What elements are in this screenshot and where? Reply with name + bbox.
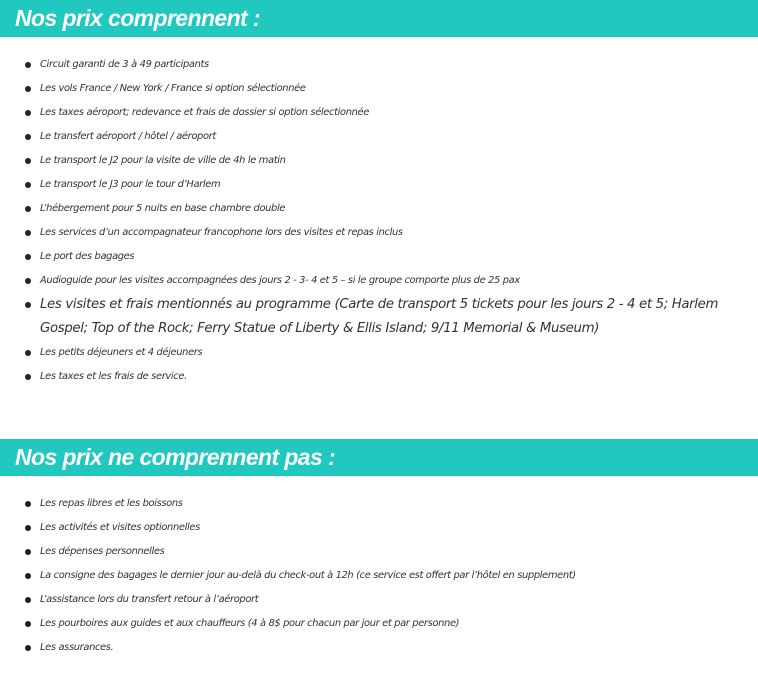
list-item: Les taxes aéroport; redevance et frais de dossier si option sélectionnée [40, 101, 758, 125]
list-item: Les vols France / New York / France si option sélectionnée [40, 77, 758, 101]
list-item: Les activités et visites optionnelles [40, 516, 758, 540]
list-item: Les pourboires aux guides et aux chauffeurs (4 à 8$ pour chacun par jour et par personne) [40, 612, 758, 636]
list-item: Les assurances. [40, 636, 758, 660]
list-item: Les repas libres et les boissons [40, 492, 758, 516]
list-item: Le port des bagages [40, 245, 758, 269]
list-item: Les dépenses personnelles [40, 540, 758, 564]
list-item: Audioguide pour les visites accompagnées des jours 2 - 3- 4 et 5 – si le groupe comporte plus de 25 pax [40, 269, 758, 293]
list-item: Le transport le J2 pour la visite de ville de 4h le matin [40, 149, 758, 173]
list-item: La consigne des bagages le dernier jour au-delà du check-out à 12h (ce service est offert par l’hôtel en supplement) [40, 564, 758, 588]
list-item: Les petits déjeuners et 4 déjeuners [40, 341, 758, 365]
list-item: Les taxes et les frais de service. [40, 365, 758, 389]
list-item: Circuit garanti de 3 à 49 participants [40, 53, 758, 77]
excluded-list [0, 492, 758, 660]
list-item: L’hébergement pour 5 nuits en base chambre double [40, 197, 758, 221]
list-item: Le transport le J3 pour le tour d’Harlem [40, 173, 758, 197]
list-item: Les visites et frais mentionnés au programme (Carte de transport 5 tickets pour les jours 2 - 4 et 5; Harlem Gospel; Top of the Rock; Ferry Statue of Liberty & Ellis Island; 9/11 Memorial & Museum) [40, 293, 740, 341]
list-item: Les services d’un accompagnateur francophone lors des visites et repas inclus [40, 221, 758, 245]
excluded-section-title: Nos prix ne comprennent pas : [0, 439, 758, 476]
list-item: Le transfert aéroport / hôtel / aéroport [40, 125, 758, 149]
included-section-title: Nos prix comprennent : [0, 0, 758, 37]
list-item: L’assistance lors du transfert retour à l’aéroport [40, 588, 758, 612]
included-list [0, 53, 758, 389]
